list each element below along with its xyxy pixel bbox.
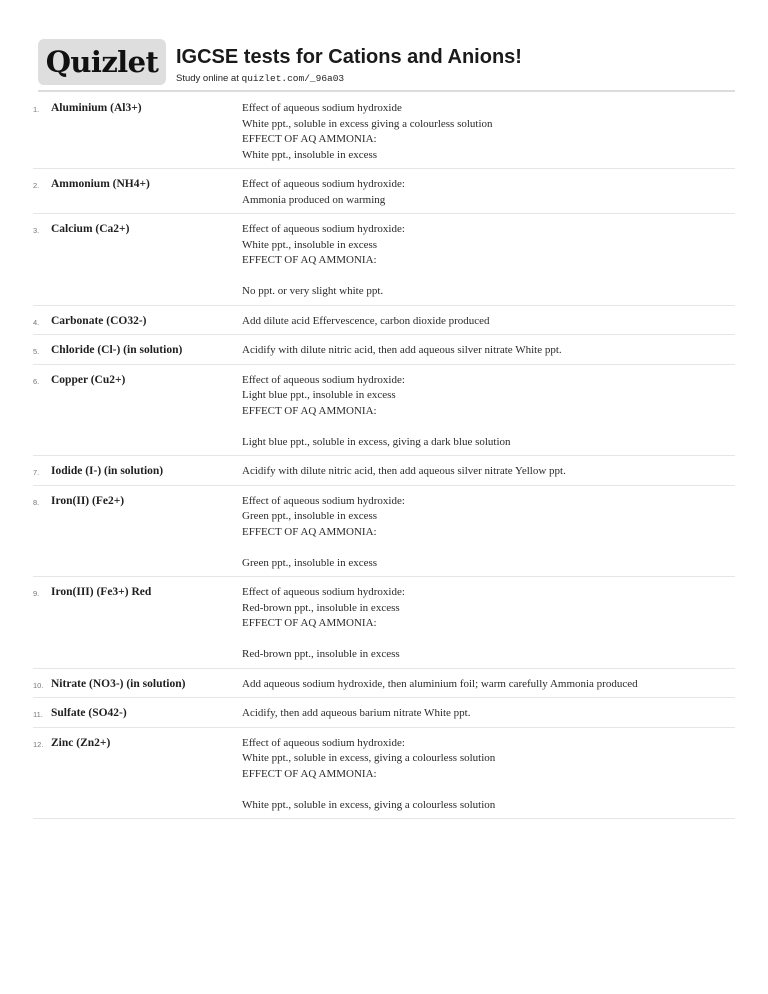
definition-line: Effect of aqueous sodium hydroxide:	[242, 178, 405, 190]
item-term: Calcium (Ca2+)	[51, 223, 130, 235]
item-definition	[242, 101, 735, 163]
flashcard-list	[33, 93, 735, 819]
logo-text: Quizlet	[45, 45, 159, 79]
list-item	[33, 669, 735, 699]
definition-line: White ppt., insoluble in excess	[242, 148, 378, 161]
item-number: 9.	[33, 589, 40, 598]
item-number: 11.	[33, 710, 43, 719]
list-item	[33, 93, 735, 169]
definition-line: Light blue ppt., soluble in excess, giving a dark blue solution	[242, 435, 511, 448]
definition-line: Effect of aqueous sodium hydroxide:	[242, 736, 405, 749]
item-number: 10.	[33, 680, 44, 690]
item-term: Iron(II) (Fe2+)	[51, 494, 125, 507]
study-online-line	[176, 73, 344, 84]
list-item	[33, 728, 735, 820]
definition-line: Effect of aqueous sodium hydroxide:	[242, 494, 405, 507]
definition-line: Light blue ppt., insoluble in excess	[242, 389, 396, 401]
item-number: 6.	[33, 376, 40, 386]
item-term: Ammonium (NH4+)	[51, 178, 150, 190]
definition-line	[242, 269, 735, 285]
list-item	[33, 365, 735, 457]
list-item	[33, 169, 735, 214]
definition-line: White ppt., soluble in excess giving a colourless solution	[242, 117, 493, 130]
definition-line: Effect of aqueous sodium hydroxide:	[242, 586, 405, 598]
item-definition	[242, 736, 735, 814]
item-definition	[242, 314, 735, 330]
item-definition	[242, 706, 735, 722]
item-term: Carbonate (CO32-)	[51, 314, 147, 327]
item-definition	[242, 494, 735, 572]
study-label: Study online at	[176, 73, 239, 84]
definition-line: EFFECT OF AQ AMMONIA:	[242, 767, 377, 780]
definition-line: EFFECT OF AQ AMMONIA:	[242, 525, 377, 538]
definition-line: Red-brown ppt., insoluble in excess	[242, 601, 400, 614]
definition-line: Acidify with dilute nitric acid, then add aqueous silver nitrate White ppt.	[242, 344, 562, 356]
definition-line: EFFECT OF AQ AMMONIA:	[242, 404, 377, 417]
definition-line: No ppt. or very slight white ppt.	[242, 285, 384, 297]
list-item	[33, 306, 735, 336]
item-term: Copper (Cu2+)	[51, 373, 126, 386]
definition-line: White ppt., soluble in excess, giving a colourless solution	[242, 798, 496, 811]
item-definition	[242, 585, 735, 663]
definition-line	[242, 419, 735, 435]
definition-line: Effect of aqueous sodium hydroxide:	[242, 223, 405, 235]
quizlet-logo	[38, 39, 166, 85]
list-item	[33, 486, 735, 578]
definition-line: White ppt., soluble in excess, giving a colourless solution	[242, 752, 496, 764]
definition-line: White ppt., insoluble in excess	[242, 238, 378, 251]
item-number: 4.	[33, 317, 40, 327]
definition-line: Effect of aqueous sodium hydroxide:	[242, 373, 405, 386]
list-item	[33, 577, 735, 669]
list-item	[33, 214, 735, 306]
item-term: Iron(III) (Fe3+) Red	[51, 586, 152, 598]
definition-line: Add dilute acid Effervescence, carbon dioxide produced	[242, 314, 490, 327]
item-number: 1.	[33, 105, 40, 114]
item-number: 7.	[33, 468, 40, 477]
definition-line: EFFECT OF AQ AMMONIA:	[242, 133, 377, 145]
item-definition	[242, 222, 735, 300]
page-header	[38, 38, 735, 92]
definition-line: EFFECT OF AQ AMMONIA:	[242, 617, 377, 629]
item-definition	[242, 177, 735, 208]
item-number: 3.	[33, 226, 40, 235]
definition-line: Green ppt., insoluble in excess	[242, 556, 378, 569]
item-definition	[242, 343, 735, 359]
list-item	[33, 456, 735, 486]
definition-line: Acidify, then add aqueous barium nitrate White ppt.	[242, 707, 471, 719]
definition-line: Red-brown ppt., insoluble in excess	[242, 648, 400, 660]
definition-line: Ammonia produced on warming	[242, 193, 386, 206]
item-term: Sulfate (SO42-)	[51, 707, 127, 719]
page-title: IGCSE tests for Cations and Anions!	[176, 46, 522, 68]
definition-line: Add aqueous sodium hydroxide, then aluminium foil; warm carefully Ammonia produced	[242, 677, 638, 690]
item-number: 2.	[33, 181, 40, 190]
item-term: Aluminium (Al3+)	[51, 102, 142, 114]
definition-line: Acidify with dilute nitric acid, then add aqueous silver nitrate Yellow ppt.	[242, 465, 566, 477]
definition-line	[242, 782, 735, 798]
item-number: 5.	[33, 347, 40, 356]
item-term: Nitrate (NO3-) (in solution)	[51, 677, 186, 690]
item-term: Iodide (I-) (in solution)	[51, 465, 164, 477]
item-number: 12.	[33, 739, 44, 749]
item-term: Zinc (Zn2+)	[51, 736, 111, 749]
definition-line	[242, 632, 735, 648]
item-term: Chloride (Cl-) (in solution)	[51, 344, 183, 356]
list-item	[33, 335, 735, 365]
definition-line: Effect of aqueous sodium hydroxide	[242, 102, 402, 114]
item-definition	[242, 373, 735, 451]
definition-line: Green ppt., insoluble in excess	[242, 510, 378, 522]
item-definition	[242, 677, 735, 693]
item-number: 8.	[33, 497, 40, 507]
definition-line	[242, 540, 735, 556]
definition-line: EFFECT OF AQ AMMONIA:	[242, 254, 377, 266]
study-url: quizlet.com/_96a03	[241, 73, 345, 84]
list-item	[33, 698, 735, 728]
item-definition	[242, 464, 735, 480]
